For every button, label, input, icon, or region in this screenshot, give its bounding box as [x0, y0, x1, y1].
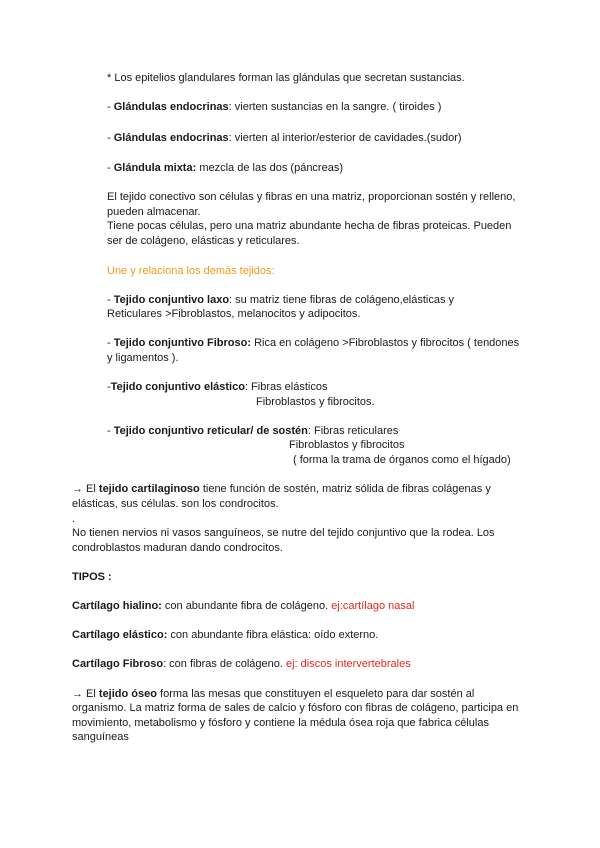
elastico-line-1: -Tejido conjuntivo elástico: Fibras elásticos — [107, 381, 328, 393]
gland-endocrine-cavities: - Glándulas endocrinas: vierten al interior/esterior de cavidades.(sudor) — [107, 132, 462, 144]
cartilaginoso-line-1: → El tejido cartilaginoso tiene función de sostén, matriz sólida de fibras colágenas y — [72, 483, 491, 495]
laxo-line-2: Reticulares >Fibroblastos, melanocitos y adipocitos. — [107, 308, 361, 320]
laxo-line-1: - Tejido conjuntivo laxo: su matriz tiene fibras de colágeno,elásticas y — [107, 294, 455, 306]
fibroso-line-1: - Tejido conjuntivo Fibroso: Rica en colágeno >Fibroblastos y fibrocitos ( tendones — [107, 337, 520, 349]
tipos-heading: TIPOS : — [72, 571, 112, 583]
cartilaginoso-line-3: No tienen nervios ni vasos sanguíneos, se nutre del tejido conjuntivo que la rodea. Los — [72, 527, 495, 539]
cartilaginoso-line-4: condroblastos maduran dando condrocitos. — [72, 542, 283, 554]
fibroso-line-2: y ligamentos ). — [107, 352, 179, 364]
elastico-line-2: Fibroblastos y fibrocitos. — [256, 396, 375, 408]
gland-mixed: - Glándula mixta: mezcla de las dos (páncreas) — [107, 162, 343, 174]
oseo-line-3: movimiento, metabolismo y fósforo y contiene la médula ósea roja que fabrica células — [72, 717, 489, 729]
oseo-line-1: → El tejido óseo forma las mesas que constituyen el esqueleto para dar sostén al — [72, 688, 475, 700]
fibroso-example: ej: discos intervertebrales — [285, 658, 411, 670]
reticular-line-3: ( forma la trama de órganos como el hígado) — [293, 454, 511, 466]
cartilago-fibroso: Cartílago Fibroso: con fibras de colágeno. ej: discos intervertebrales — [72, 658, 411, 670]
cartilago-elastico: Cartílago elástico: con abundante fibra elástica: oído externo. — [72, 629, 379, 641]
term: Glándulas endocrinas — [113, 101, 229, 113]
intro-line: * Los epitelios glandulares forman las glándulas que secretan sustancias. — [107, 72, 465, 84]
cartilaginoso-line-2: elásticas, sus células. son los condrocitos. — [72, 498, 279, 510]
oseo-line-4: sanguíneas — [72, 731, 129, 743]
cartilaginoso-dot: . — [72, 513, 76, 525]
conectivo-line-4: ser de colágeno, elásticas y reticulares. — [107, 235, 300, 247]
term: Glándulas endocrinas — [113, 132, 229, 144]
conectivo-line-3: Tiene pocas células, pero una matriz abundante hecha de fibras proteicas. Pueden — [107, 220, 512, 232]
term: Glándula mixta: — [113, 162, 197, 174]
conectivo-line-1: El tejido conectivo son células y fibras en una matriz, proporcionan sostén y relleno, — [107, 191, 516, 203]
reticular-line-2: Fibroblastos y fibrocitos — [289, 439, 405, 451]
conectivo-line-2: pueden almacenar. — [107, 206, 201, 218]
relaciona-heading: Une y relaciona los demás tejidos: — [107, 265, 275, 277]
hialino-example: ej:cartílago nasal — [331, 600, 415, 612]
reticular-line-1: - Tejido conjuntivo reticular/ de sostén: Fibras reticulares — [107, 425, 399, 437]
gland-endocrine-blood: - Glándulas endocrinas: vierten sustancias en la sangre. ( tiroides ) — [107, 101, 442, 113]
cartilago-hialino: Cartílago hialino: con abundante fibra de colágeno. ej:cartílago nasal — [72, 600, 415, 612]
oseo-line-2: organismo. La matriz forma de sales de calcio y fósforo con fibras de colágeno, participa en — [72, 702, 519, 714]
